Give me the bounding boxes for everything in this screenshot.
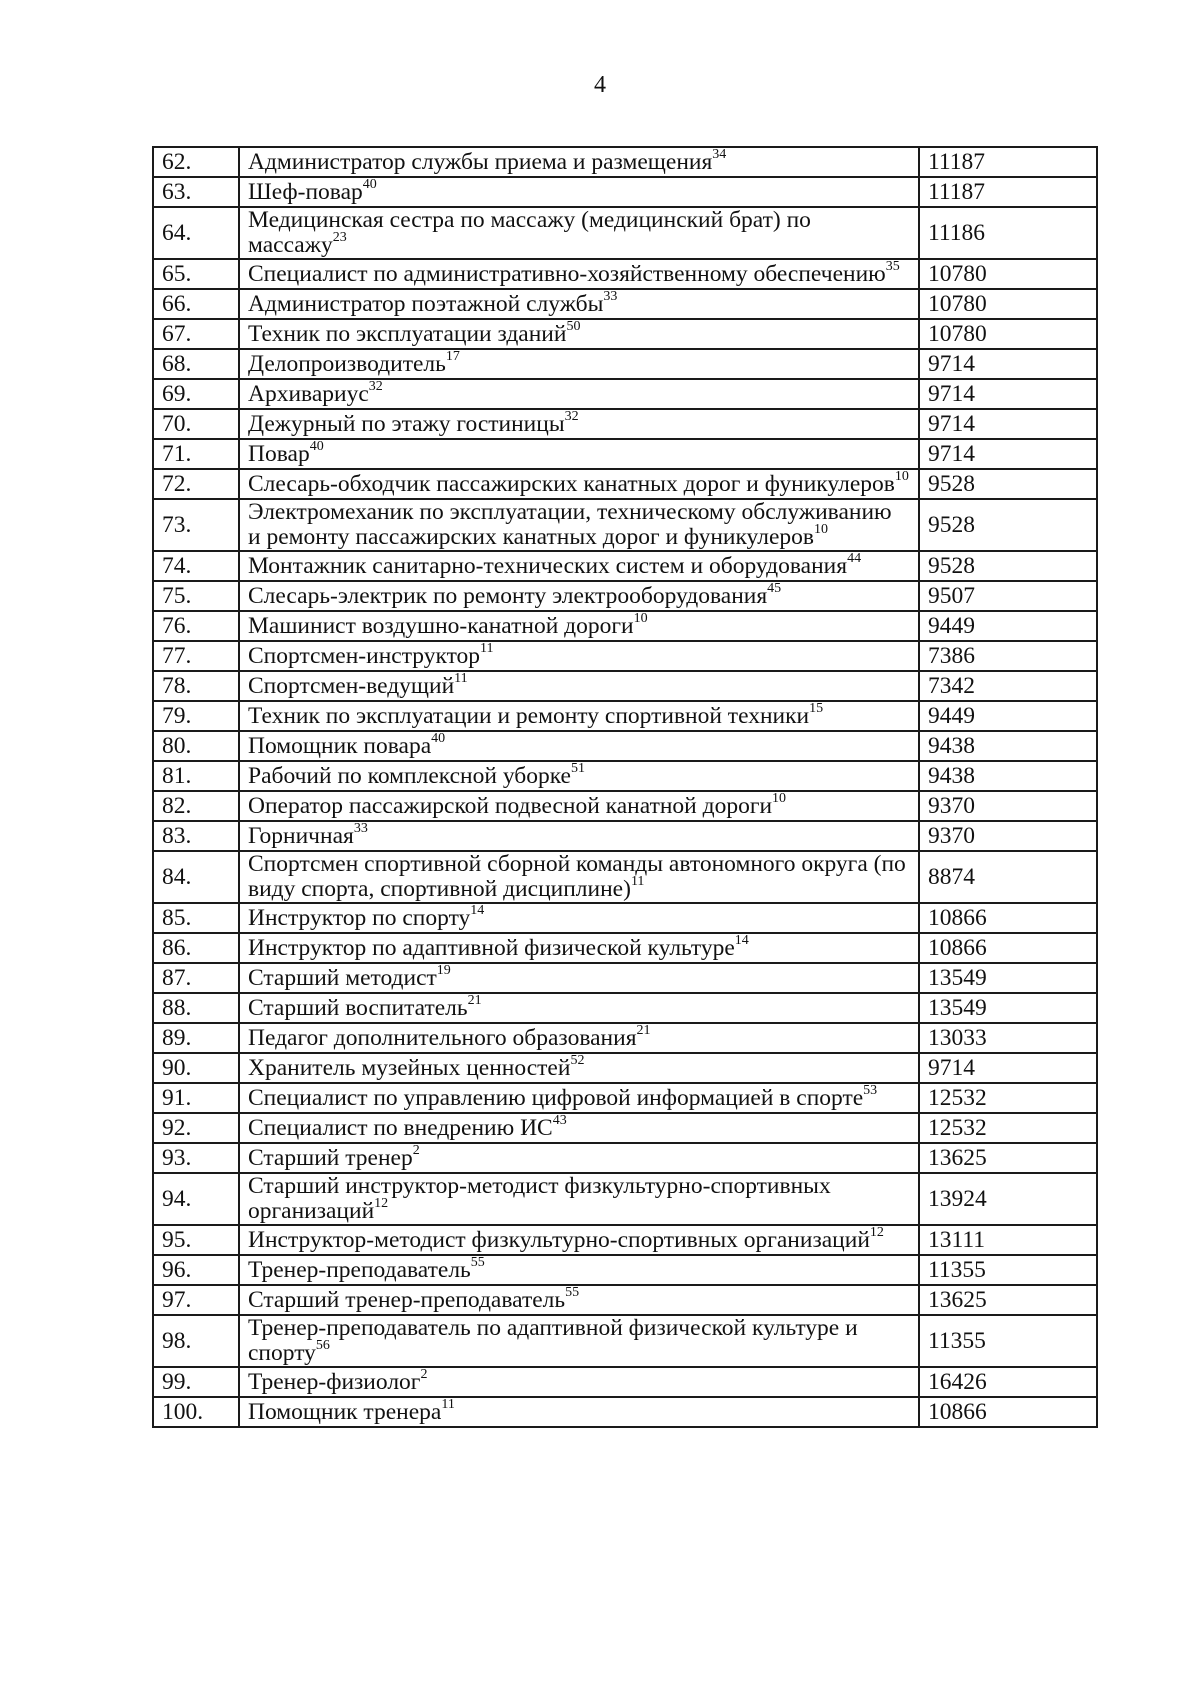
table-row (153, 319, 1097, 349)
position-name-cell (239, 903, 919, 933)
salary-value: 9449 (919, 611, 1097, 641)
footnote-ref: 40 (431, 730, 446, 746)
salary-value: 10780 (919, 259, 1097, 289)
footnote-ref: 51 (570, 760, 585, 776)
position-name-cell (239, 469, 919, 499)
row-number: 86. (153, 933, 239, 963)
position-name: Старший тренер-преподаватель (248, 1286, 566, 1313)
row-number: 74. (153, 551, 239, 581)
position-name-cell (239, 641, 919, 671)
position-name: Специалист по управлению цифровой информацией в спорте (248, 1084, 864, 1111)
row-number: 65. (153, 259, 239, 289)
footnote-ref: 15 (809, 700, 824, 716)
row-number: 83. (153, 821, 239, 851)
row-number: 69. (153, 379, 239, 409)
salary-value: 12532 (919, 1083, 1097, 1113)
table-row (153, 903, 1097, 933)
positions-table (152, 146, 1098, 1428)
footnote-ref: 21 (636, 1022, 651, 1038)
row-number: 68. (153, 349, 239, 379)
table-row (153, 641, 1097, 671)
salary-value: 9370 (919, 821, 1097, 851)
position-name: Старший воспитатель (248, 994, 468, 1021)
salary-value: 9370 (919, 791, 1097, 821)
row-number: 98. (153, 1315, 239, 1367)
row-number: 79. (153, 701, 239, 731)
row-number: 64. (153, 207, 239, 259)
position-name: Электромеханик по эксплуатации, техническому обслуживанию и ремонту пассажирских канатных дорог и фуникулеров (248, 499, 892, 550)
position-name-cell (239, 439, 919, 469)
table-row (153, 439, 1097, 469)
row-number: 71. (153, 439, 239, 469)
position-name-cell (239, 551, 919, 581)
position-name: Помощник тренера (248, 1398, 442, 1425)
footnote-ref: 11 (441, 1396, 455, 1412)
salary-value: 10866 (919, 933, 1097, 963)
salary-value: 13924 (919, 1173, 1097, 1225)
salary-value: 11355 (919, 1255, 1097, 1285)
salary-value: 9714 (919, 379, 1097, 409)
table-row (153, 1113, 1097, 1143)
row-number: 93. (153, 1143, 239, 1173)
salary-value: 13549 (919, 993, 1097, 1023)
position-name-cell (239, 259, 919, 289)
footnote-ref: 43 (552, 1112, 567, 1128)
salary-value: 9714 (919, 439, 1097, 469)
footnote-ref: 14 (734, 932, 749, 948)
salary-value: 13625 (919, 1143, 1097, 1173)
footnote-ref: 10 (772, 790, 787, 806)
footnote-ref: 2 (420, 1366, 428, 1382)
position-name: Тренер-физиолог (248, 1368, 421, 1395)
table-row (153, 379, 1097, 409)
position-name-cell (239, 1255, 919, 1285)
position-name: Слесарь-обходчик пассажирских канатных дорог и фуникулеров (248, 470, 895, 497)
position-name: Старший тренер (248, 1144, 413, 1171)
table-row (153, 701, 1097, 731)
position-name: Тренер-преподаватель (248, 1256, 471, 1283)
position-name-cell (239, 379, 919, 409)
row-number: 100. (153, 1397, 239, 1427)
row-number: 73. (153, 499, 239, 551)
salary-value: 9449 (919, 701, 1097, 731)
position-name-cell (239, 761, 919, 791)
salary-value: 7386 (919, 641, 1097, 671)
position-name-cell (239, 581, 919, 611)
row-number: 78. (153, 671, 239, 701)
position-name: Хранитель музейных ценностей (248, 1054, 571, 1081)
position-name-cell (239, 821, 919, 851)
table-row (153, 499, 1097, 551)
footnote-ref: 53 (863, 1082, 878, 1098)
salary-value: 13111 (919, 1225, 1097, 1255)
footnote-ref: 10 (814, 522, 829, 538)
table-row (153, 1173, 1097, 1225)
table-row (153, 1285, 1097, 1315)
position-name: Инструктор по спорту (248, 904, 471, 931)
row-number: 96. (153, 1255, 239, 1285)
position-name: Оператор пассажирской подвесной канатной дороги (248, 792, 773, 819)
table-row (153, 177, 1097, 207)
row-number: 77. (153, 641, 239, 671)
salary-value: 13549 (919, 963, 1097, 993)
position-name: Спортсмен-ведущий (248, 672, 455, 699)
table-row (153, 349, 1097, 379)
position-name-cell (239, 933, 919, 963)
table-row (153, 851, 1097, 903)
table-row (153, 1143, 1097, 1173)
position-name-cell (239, 1225, 919, 1255)
position-name: Старший методист (248, 964, 437, 991)
position-name-cell (239, 177, 919, 207)
row-number: 82. (153, 791, 239, 821)
position-name: Делопроизводитель (248, 350, 446, 377)
salary-value: 11355 (919, 1315, 1097, 1367)
position-name-cell (239, 1173, 919, 1225)
salary-value: 9528 (919, 499, 1097, 551)
footnote-ref: 45 (767, 580, 782, 596)
position-name: Специалист по административно-хозяйственному обеспечению (248, 260, 886, 287)
salary-value: 9714 (919, 349, 1097, 379)
position-name: Спортсмен-инструктор (248, 642, 481, 669)
position-name: Техник по эксплуатации и ремонту спортивной техники (248, 702, 810, 729)
table-row (153, 1315, 1097, 1367)
salary-value: 11186 (919, 207, 1097, 259)
position-name: Машинист воздушно-канатной дороги (248, 612, 634, 639)
row-number: 87. (153, 963, 239, 993)
salary-value: 9528 (919, 551, 1097, 581)
position-name: Слесарь-электрик по ремонту электрооборудования (248, 582, 768, 609)
salary-value: 9714 (919, 409, 1097, 439)
footnote-ref: 44 (847, 550, 862, 566)
row-number: 99. (153, 1367, 239, 1397)
position-name: Администратор службы приема и размещения (248, 148, 713, 175)
footnote-ref: 17 (445, 348, 460, 364)
table-row (153, 821, 1097, 851)
row-number: 72. (153, 469, 239, 499)
position-name-cell (239, 1315, 919, 1367)
position-name-cell (239, 349, 919, 379)
position-name-cell (239, 409, 919, 439)
position-name: Повар (248, 440, 310, 467)
footnote-ref: 35 (885, 258, 900, 274)
row-number: 91. (153, 1083, 239, 1113)
table-row (153, 1397, 1097, 1427)
table-row (153, 147, 1097, 177)
salary-value: 10866 (919, 903, 1097, 933)
position-name-cell (239, 1397, 919, 1427)
position-name: Рабочий по комплексной уборке (248, 762, 571, 789)
footnote-ref: 33 (353, 820, 368, 836)
salary-value: 11187 (919, 177, 1097, 207)
row-number: 95. (153, 1225, 239, 1255)
table-row (153, 671, 1097, 701)
position-name: Дежурный по этажу гостиницы (248, 410, 565, 437)
salary-value: 8874 (919, 851, 1097, 903)
row-number: 75. (153, 581, 239, 611)
row-number: 63. (153, 177, 239, 207)
table-row (153, 1255, 1097, 1285)
row-number: 84. (153, 851, 239, 903)
salary-value: 16426 (919, 1367, 1097, 1397)
footnote-ref: 19 (436, 962, 451, 978)
row-number: 67. (153, 319, 239, 349)
position-name-cell (239, 1367, 919, 1397)
position-name: Техник по эксплуатации зданий (248, 320, 567, 347)
position-name-cell (239, 671, 919, 701)
position-name-cell (239, 701, 919, 731)
salary-value: 13625 (919, 1285, 1097, 1315)
position-name: Старший инструктор-методист физкультурно-спортивных организаций (248, 1173, 831, 1224)
table-row (153, 469, 1097, 499)
table-row (153, 581, 1097, 611)
position-name-cell (239, 1113, 919, 1143)
salary-value: 7342 (919, 671, 1097, 701)
table-row (153, 207, 1097, 259)
row-number: 85. (153, 903, 239, 933)
position-name: Спортсмен спортивной сборной команды автономного округа (по виду спорта, спортивной дисциплине) (248, 851, 906, 902)
footnote-ref: 23 (332, 230, 347, 246)
position-name-cell (239, 731, 919, 761)
position-name-cell (239, 147, 919, 177)
salary-value: 13033 (919, 1023, 1097, 1053)
row-number: 70. (153, 409, 239, 439)
footnote-ref: 10 (633, 610, 648, 626)
table-row (153, 611, 1097, 641)
position-name: Инструктор-методист физкультурно-спортивных организаций (248, 1226, 870, 1253)
position-name: Помощник повара (248, 732, 432, 759)
footnote-ref: 14 (470, 902, 485, 918)
footnote-ref: 32 (368, 378, 383, 394)
footnote-ref: 11 (630, 874, 645, 890)
table-row (153, 933, 1097, 963)
table-row (153, 731, 1097, 761)
table-row (153, 289, 1097, 319)
footnote-ref: 55 (565, 1284, 580, 1300)
row-number: 76. (153, 611, 239, 641)
position-name-cell (239, 851, 919, 903)
table-row (153, 409, 1097, 439)
position-name: Шеф-повар (248, 178, 363, 205)
salary-value: 11187 (919, 147, 1097, 177)
position-name: Тренер-преподаватель по адаптивной физической культуре и спорту (248, 1315, 858, 1366)
positions-table-body (153, 147, 1097, 1427)
row-number: 90. (153, 1053, 239, 1083)
table-row (153, 993, 1097, 1023)
row-number: 62. (153, 147, 239, 177)
table-row (153, 259, 1097, 289)
table-row (153, 1367, 1097, 1397)
position-name-cell (239, 1083, 919, 1113)
footnote-ref: 10 (894, 468, 909, 484)
position-name-cell (239, 319, 919, 349)
page-number: 4 (594, 72, 606, 98)
position-name-cell (239, 993, 919, 1023)
position-name: Медицинская сестра по массажу (медицинский брат) по массажу (248, 207, 811, 258)
footnote-ref: 40 (362, 176, 377, 192)
row-number: 80. (153, 731, 239, 761)
table-row (153, 963, 1097, 993)
footnote-ref: 2 (412, 1142, 420, 1158)
table-row (153, 1083, 1097, 1113)
position-name-cell (239, 791, 919, 821)
position-name-cell (239, 1143, 919, 1173)
row-number: 81. (153, 761, 239, 791)
salary-value: 9714 (919, 1053, 1097, 1083)
position-name-cell (239, 207, 919, 259)
footnote-ref: 56 (315, 1338, 330, 1354)
table-row (153, 1225, 1097, 1255)
footnote-ref: 40 (309, 438, 324, 454)
position-name: Администратор поэтажной службы (248, 290, 604, 317)
position-name-cell (239, 289, 919, 319)
position-name: Горничная (248, 822, 354, 849)
table-row (153, 761, 1097, 791)
table-row (153, 1053, 1097, 1083)
footnote-ref: 12 (374, 1196, 389, 1212)
footnote-ref: 11 (480, 640, 494, 656)
position-name-cell (239, 1023, 919, 1053)
table-row (153, 791, 1097, 821)
salary-value: 10866 (919, 1397, 1097, 1427)
position-name-cell (239, 963, 919, 993)
footnote-ref: 52 (570, 1052, 585, 1068)
table-row (153, 1023, 1097, 1053)
salary-value: 9507 (919, 581, 1097, 611)
footnote-ref: 21 (467, 992, 482, 1008)
row-number: 66. (153, 289, 239, 319)
row-number: 89. (153, 1023, 239, 1053)
salary-value: 9528 (919, 469, 1097, 499)
table-row (153, 551, 1097, 581)
footnote-ref: 12 (869, 1224, 884, 1240)
salary-value: 10780 (919, 319, 1097, 349)
position-name-cell (239, 1053, 919, 1083)
salary-value: 10780 (919, 289, 1097, 319)
footnote-ref: 50 (566, 318, 581, 334)
position-name: Специалист по внедрению ИС (248, 1114, 553, 1141)
position-name: Инструктор по адаптивной физической культуре (248, 934, 735, 961)
footnote-ref: 11 (454, 670, 468, 686)
position-name: Монтажник санитарно-технических систем и оборудования (248, 552, 848, 579)
position-name: Педагог дополнительного образования (248, 1024, 637, 1051)
footnote-ref: 55 (470, 1254, 485, 1270)
row-number: 97. (153, 1285, 239, 1315)
row-number: 88. (153, 993, 239, 1023)
salary-value: 9438 (919, 731, 1097, 761)
footnote-ref: 33 (603, 288, 618, 304)
row-number: 92. (153, 1113, 239, 1143)
footnote-ref: 34 (712, 146, 727, 162)
position-name: Архивариус (248, 380, 369, 407)
position-name-cell (239, 611, 919, 641)
position-name-cell (239, 499, 919, 551)
footnote-ref: 32 (564, 408, 579, 424)
salary-value: 12532 (919, 1113, 1097, 1143)
position-name-cell (239, 1285, 919, 1315)
salary-value: 9438 (919, 761, 1097, 791)
row-number: 94. (153, 1173, 239, 1225)
